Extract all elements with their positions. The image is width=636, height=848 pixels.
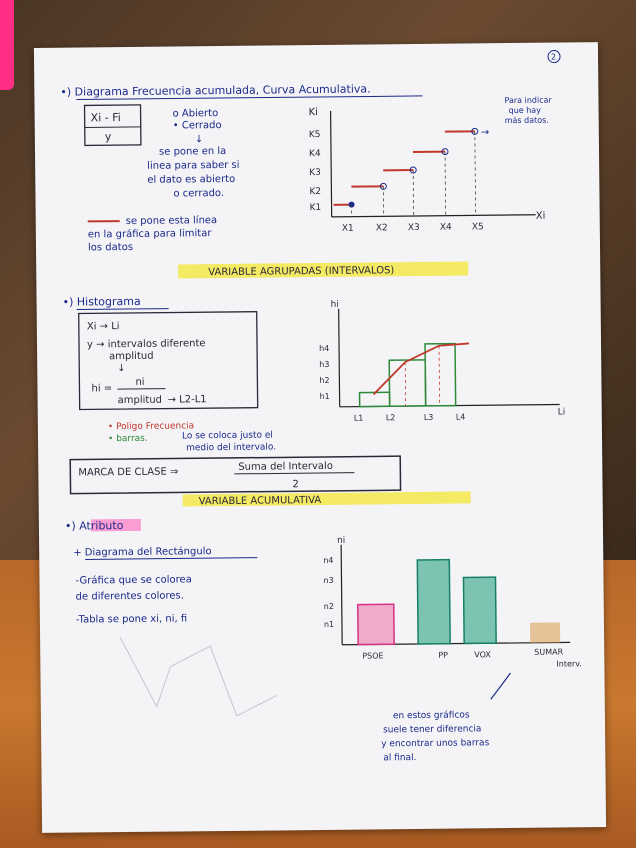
rectangle-chart — [323, 533, 582, 671]
marca-numerator: Suma del Intervalo — [238, 460, 333, 473]
chart2-xtick-l3: L3 — [423, 412, 434, 422]
legend-line-3: los datos — [87, 241, 134, 254]
arrow-note-3: más datos. — [504, 115, 549, 126]
chart1-xtick-x5: X5 — [471, 222, 484, 233]
chart2-ytick-h1: h1 — [319, 391, 330, 402]
chart1-ytick-k2: K2 — [309, 186, 322, 198]
ghost-sketch — [120, 635, 277, 717]
fraction-bar — [85, 127, 141, 128]
chart3-xtick-sumar: SUMAR — [534, 647, 564, 657]
banner1: VARIABLE AGRUPADAS (INTERVALOS) — [208, 265, 395, 279]
chart2-x-label: Li — [557, 407, 566, 418]
chart1-ytick-k3: K3 — [309, 167, 321, 179]
chart3-ytick-n1: n1 — [323, 619, 335, 629]
marca-denominator: 2 — [292, 479, 299, 491]
box-fraction-bar — [117, 389, 165, 390]
arrow-note-1: Para indicar — [504, 95, 552, 106]
histogram-chart — [319, 297, 566, 423]
bar-psoe — [358, 604, 394, 644]
chart3-xtick-vox: VOX — [474, 650, 491, 660]
right-arrow-icon: → — [480, 127, 490, 139]
box-down-arrow-icon: ↓ — [117, 363, 126, 375]
chart3-xtick-pp: PP — [438, 650, 448, 660]
bar-pp — [417, 560, 450, 644]
legend-polygon: • Poligo Frecuencia — [107, 421, 195, 433]
note-arrow — [490, 673, 510, 699]
section2-title: •) Histograma — [62, 294, 141, 309]
arrow-note-2: que hay — [508, 105, 541, 116]
note-line-2: linea para saber si — [147, 159, 240, 172]
chart2-y-label: hi — [330, 299, 339, 310]
section3-line-1: -Gráfica que se colorea — [75, 574, 192, 587]
chart3-y-label: ni — [337, 535, 346, 546]
chart2-y-axis — [339, 309, 340, 407]
box-hi: hi = — [91, 383, 113, 395]
page-number: 2 — [550, 52, 557, 62]
box-line-2: y → intervalos diferente — [86, 338, 206, 351]
cumulative-chart — [308, 96, 553, 235]
legend-line-2: en la gráfica para limitar — [87, 228, 212, 241]
hist-bar-3 — [425, 344, 456, 406]
banner2: VARIABLE ACUMULATIVA — [198, 494, 322, 508]
note-line-3: el dato es abierto — [147, 173, 236, 186]
section3-subtitle: + Diagrama del Rectángulo — [73, 546, 212, 559]
page-drawing — [34, 42, 606, 833]
chart2-xtick-l1: L1 — [353, 413, 364, 423]
chart2-xtick-l4: L4 — [455, 412, 466, 422]
section3-line-3: -Tabla se pone xi, ni, fi — [75, 613, 188, 626]
chart3-xtick-psoe: PSOE — [362, 651, 384, 661]
chart1-xtick-x1: X1 — [341, 223, 354, 234]
chart1-xtick-x4: X4 — [439, 222, 452, 233]
box-line-3: amplitud — [109, 350, 154, 363]
chart1-ytick-k1: K1 — [309, 202, 322, 214]
section3-note-4: al final. — [383, 753, 417, 764]
box-amplitud: amplitud — [117, 394, 163, 407]
chart1-ytick-k4: K4 — [308, 148, 321, 160]
chart1-ytick-k5: K5 — [308, 129, 321, 141]
bar-vox — [463, 577, 496, 643]
chart2-ytick-h4: h4 — [319, 343, 330, 354]
chart3-ytick-n2: n2 — [323, 601, 334, 611]
legend-line-1: se pone esta línea — [125, 215, 218, 228]
chart2-ytick-h3: h3 — [319, 359, 330, 370]
chart3-x-label: Interv. — [556, 659, 582, 669]
note-line-4: o cerrado. — [173, 187, 225, 200]
section1-title: •) Diagrama Frecuencia acumulada, Curva Acumulativa. — [60, 82, 371, 99]
bullet-closed: • Cerrado — [172, 120, 222, 132]
chart3-ytick-n3: n3 — [323, 575, 334, 585]
section3-title: •) Atributo — [64, 519, 124, 533]
pink-highlighter — [0, 0, 14, 90]
y-label: y — [104, 130, 112, 144]
chart1-dashes — [351, 131, 476, 216]
chart2-xtick-l2: L2 — [385, 413, 396, 423]
xi-fi-label: Xi - Fi — [90, 111, 121, 125]
chart2-ytick-h2: h2 — [319, 375, 330, 386]
chart1-x-label: Xi — [535, 210, 546, 222]
section3-note-3: y encontrar unos barras — [381, 738, 490, 750]
chart1-xtick-x3: X3 — [407, 222, 420, 234]
chart1-xtick-x2: X2 — [375, 223, 388, 234]
note-line-1: se pone en la — [158, 145, 227, 158]
down-arrow-icon: ↓ — [194, 134, 204, 146]
chart3-y-axis — [341, 545, 342, 645]
section3-line-2: de diferentes colores. — [75, 590, 184, 603]
notebook-page — [34, 42, 606, 833]
bar-sumar — [530, 622, 560, 642]
chart1-y-label: Ki — [308, 107, 318, 119]
legend-bars: • barras. — [107, 433, 148, 445]
legend-note-1: Lo se coloca justo el — [181, 430, 273, 442]
marca-fraction-bar — [234, 473, 354, 474]
legend-note-2: medio del intervalo. — [186, 442, 277, 454]
section3-note-2: suele tener diferencia — [383, 724, 482, 736]
section2-underline — [77, 309, 169, 310]
box-l2l1: → L2-L1 — [167, 394, 207, 406]
marca-label: MARCA DE CLASE ⇒ — [78, 466, 179, 479]
chart1-y-axis — [331, 111, 332, 217]
bullet-open: o Abierto — [172, 108, 219, 120]
hist-bar-2 — [389, 360, 425, 406]
box-ni: ni — [135, 376, 145, 388]
chart1-x-axis — [332, 215, 536, 217]
chart3-ytick-n4: n4 — [323, 555, 334, 565]
box-line-1: Xi → Li — [86, 321, 120, 333]
section3-note-1: en estos gráficos — [392, 710, 470, 722]
